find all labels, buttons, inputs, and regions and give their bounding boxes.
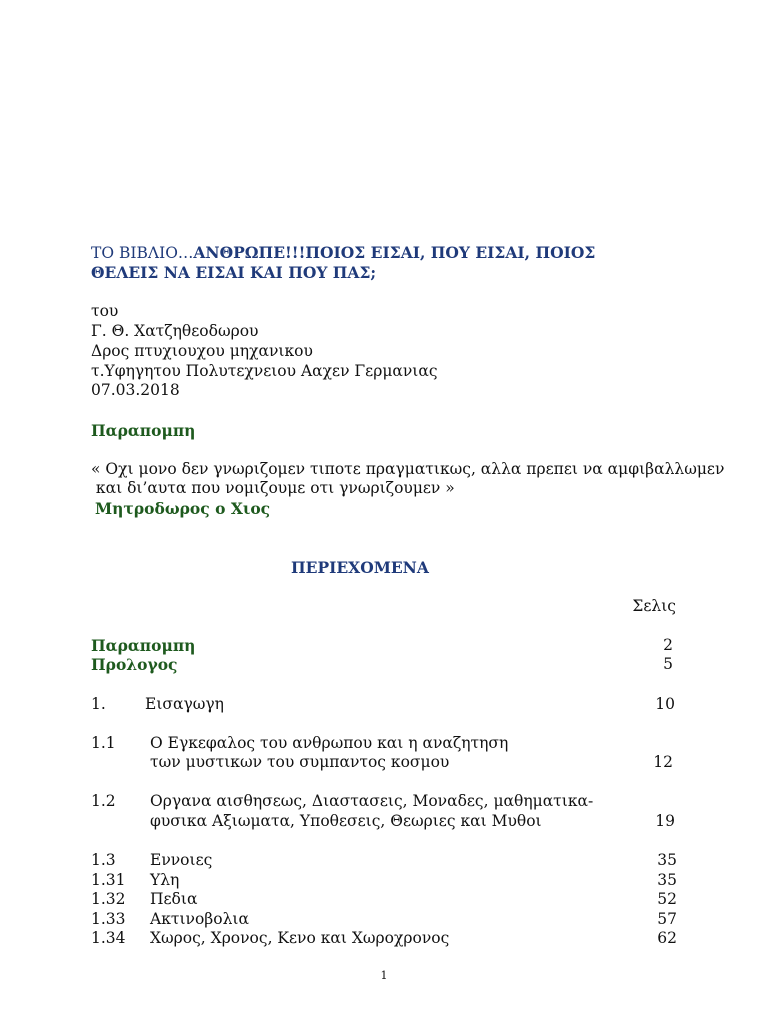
title-main: ΑΝΘΡΩΠΕ!!!ΠΟΙΟΣ ΕΙΣΑΙ, ΠΟΥ ΕΙΣΑΙ, ΠΟΙΟΣ [193, 243, 596, 262]
toc-entry-number: 1.2 [91, 792, 116, 810]
toc-front-label: Παραπομπη [91, 636, 196, 655]
toc-entry-page: 10 [655, 695, 675, 713]
toc-entry-page: 19 [655, 812, 675, 830]
toc-front-label: Προλογος [91, 655, 178, 674]
author-name: Γ. Θ. Χατζηθεοδωρου [91, 322, 259, 340]
reference-heading: Παραπομπη [91, 421, 196, 440]
toc-page-column-label: Σελις [632, 597, 676, 615]
toc-entry-number: 1.31 [91, 871, 126, 889]
toc-entry-number: 1.32 [91, 890, 126, 908]
toc-entry-page: 62 [657, 929, 677, 947]
toc-entry-number: 1.1 [91, 734, 116, 752]
toc-entry-title: Ο Εγκεφαλος του ανθρωπου και η αναζητηση [150, 734, 509, 752]
author-affiliation: τ.Υφηγητου Πολυτεχνειου Ααχεν Γερμανιας [91, 362, 438, 380]
title-prefix: ΤΟ ΒΙΒΛΙΟ… [91, 244, 194, 262]
toc-entry-title-cont: φυσικα Αξιωματα, Υποθεσεις, Θεωριες και Μυθοι [150, 812, 542, 830]
quote-line-1: « Οχι μονο δεν γνωριζομεν τιποτε πραγματικως, αλλα πρεπει να αμφιβαλλωμεν [91, 460, 725, 478]
quote-attribution: Μητροδωρος ο Χιος [95, 499, 271, 518]
toc-front-page: 5 [663, 655, 673, 673]
author-by: του [91, 302, 119, 320]
toc-heading: ΠΕΡΙΕΧΟΜΕΝΑ [291, 558, 429, 577]
toc-entry-page: 35 [657, 871, 677, 889]
toc-entry-number: 1. [91, 695, 106, 713]
page-number: 1 [380, 969, 388, 982]
quote-line-2: και δι’αυτα που νομιζουμε οτι γνωριζουμεν » [91, 479, 455, 497]
toc-entry-number: 1.33 [91, 910, 126, 928]
document-title-line-2: ΘΕΛΕΙΣ ΝΑ ΕΙΣΑΙ ΚΑΙ ΠΟΥ ΠΑΣ; [91, 263, 377, 282]
toc-entry-number: 1.3 [91, 851, 116, 869]
toc-front-page: 2 [663, 636, 673, 654]
author-degree: Δρος πτυχιουχου μηχανικου [91, 342, 313, 360]
toc-entry-title-cont: των μυστικων του συμπαντος κοσμου [150, 753, 450, 771]
toc-entry-title: Χωρος, Χρονος, Κενο και Χωροχρονος [150, 929, 450, 947]
toc-entry-title: Εισαγωγη [145, 695, 224, 713]
toc-entry-number: 1.34 [91, 929, 126, 947]
document-title-line-1 [91, 243, 595, 263]
toc-entry-title: Ακτινοβολια [150, 910, 249, 928]
toc-entry-title: Οργανα αισθησεως, Διαστασεις, Μοναδες, μαθηματικα- [150, 792, 594, 810]
toc-entry-page: 57 [657, 910, 677, 928]
toc-entry-title: Υλη [150, 871, 180, 889]
document-date: 07.03.2018 [91, 381, 180, 399]
toc-entry-title: Πεδια [150, 890, 198, 908]
toc-entry-page: 35 [657, 851, 677, 869]
toc-entry-title: Εννοιες [150, 851, 213, 869]
toc-entry-page: 12 [653, 753, 673, 771]
toc-entry-page: 52 [657, 890, 677, 908]
